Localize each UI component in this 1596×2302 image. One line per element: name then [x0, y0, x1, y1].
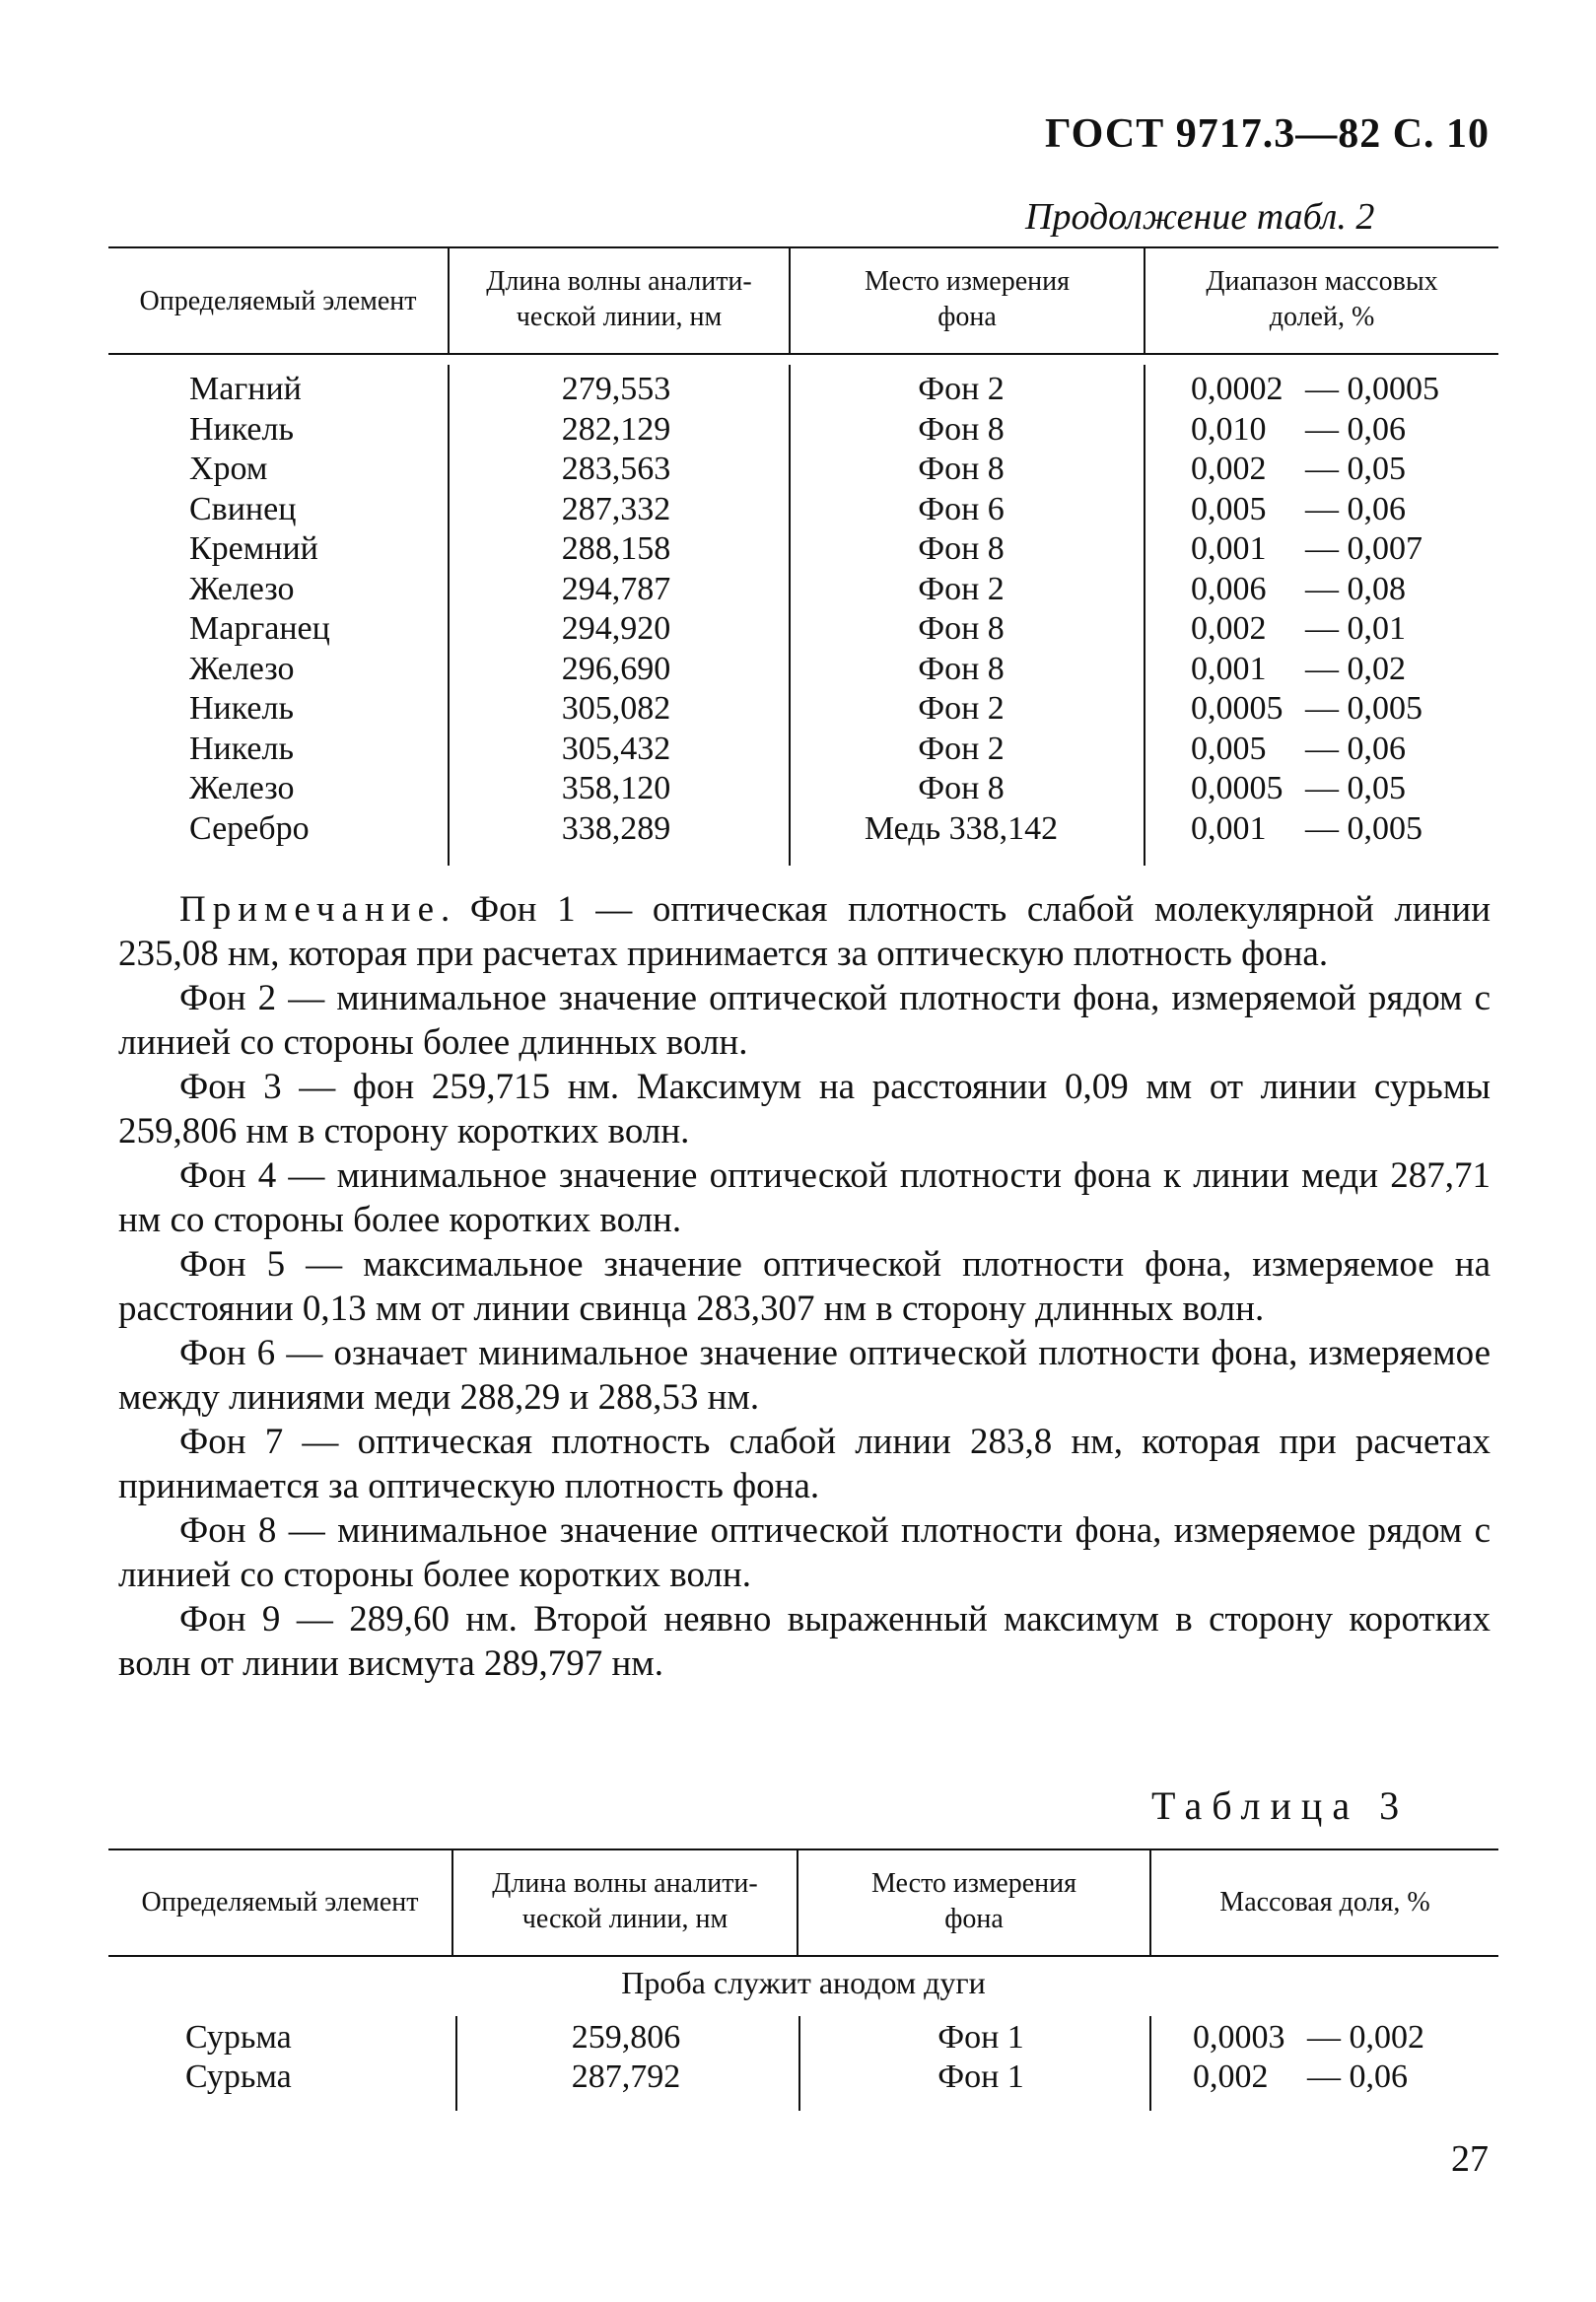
cell-range-from: 0,005 — [1191, 490, 1267, 527]
cell-element: Никель — [189, 730, 294, 767]
cell-range — [1193, 2019, 1424, 2057]
cell-element: Серебро — [189, 809, 310, 847]
document-header: ГОСТ 9717.3—82 С. 10 — [1045, 111, 1491, 157]
cell-wavelength: 296,690 — [561, 650, 671, 687]
cell-wavelength: 287,792 — [571, 2058, 681, 2095]
cell-range — [1191, 411, 1406, 449]
note-paragraph: Фон 8 — минимальное значение оптической плотности фона, измеряемое рядом с линией со стороны более коротких волн. — [118, 1510, 1491, 1595]
cell-range-to: — 0,005 — [1305, 809, 1423, 847]
table3-top-rule — [108, 1849, 1498, 1850]
cell-wavelength: 305,432 — [561, 730, 671, 767]
cell-range — [1191, 810, 1423, 848]
table-row — [108, 411, 1498, 451]
table2-header-background: Место измерения фона — [864, 266, 1071, 332]
cell-background: Фон 2 — [918, 730, 1005, 767]
table-row — [108, 651, 1498, 690]
cell-range — [1191, 770, 1406, 807]
table-row — [108, 770, 1498, 809]
table-row — [108, 731, 1498, 770]
cell-range-from: 0,002 — [1193, 2058, 1269, 2095]
cell-background: Фон 8 — [918, 650, 1005, 687]
table-row — [108, 810, 1498, 850]
table-row — [108, 690, 1498, 730]
cell-range-to: — 0,002 — [1307, 2019, 1424, 2056]
cell-wavelength: 338,289 — [561, 809, 671, 847]
table2-header-range: Диапазон массовых долей, % — [1206, 266, 1438, 332]
note-paragraph: Фон 2 — минимальное значение оптической плотности фона, измеряемой рядом с линией со стороны более длинных волн. — [118, 978, 1491, 1063]
table2-header-rule — [108, 353, 1498, 355]
cell-background: Фон 8 — [918, 451, 1005, 487]
table-row — [108, 371, 1498, 410]
cell-range — [1191, 610, 1406, 648]
table-row — [108, 530, 1498, 570]
table3-title: Таблица 3 — [1151, 1783, 1410, 1828]
cell-background: Фон 2 — [918, 690, 1005, 727]
cell-background: Фон 8 — [918, 410, 1005, 448]
cell-element: Сурьма — [185, 2019, 292, 2056]
cell-element: Свинец — [189, 490, 297, 527]
table-row — [108, 451, 1498, 490]
cell-wavelength: 259,806 — [571, 2019, 681, 2056]
notes-section — [118, 887, 1491, 1686]
cell-element: Сурьма — [185, 2058, 292, 2095]
cell-range-from: 0,002 — [1191, 610, 1267, 647]
table2-top-rule — [108, 246, 1498, 248]
cell-range-from: 0,001 — [1191, 650, 1267, 687]
cell-range-to: — 0,005 — [1305, 690, 1423, 727]
cell-range-to: — 0,06 — [1305, 410, 1406, 448]
table2-header-element: Определяемый элемент — [139, 286, 417, 316]
table-row — [108, 491, 1498, 530]
note-first-text: . Фон 1 — оптическая плотность слабой молекулярной линии 235,08 нм, которая при расчетах принимается за оптическую плотность фона. — [118, 889, 1491, 974]
table-row — [108, 571, 1498, 610]
cell-wavelength: 294,920 — [561, 610, 671, 647]
cell-range-from: 0,0005 — [1191, 690, 1284, 727]
cell-background: Медь 338,142 — [864, 809, 1059, 847]
note-label: Примечание — [179, 889, 441, 930]
cell-wavelength: 358,120 — [561, 770, 671, 806]
cell-range — [1191, 530, 1423, 568]
table-row — [108, 610, 1498, 650]
cell-range-to: — 0,05 — [1305, 770, 1406, 806]
cell-range — [1191, 571, 1406, 608]
cell-range-to: — 0,01 — [1305, 610, 1406, 647]
cell-range — [1191, 690, 1423, 728]
table3-header-wavelength: Длина волны аналити- ческой линии, нм — [492, 1868, 758, 1934]
note-paragraph: Фон 9 — 289,60 нм. Второй неявно выраженный максимум в сторону коротких волн от линии висмута 289,797 нм. — [118, 1599, 1491, 1684]
cell-element: Кремний — [189, 530, 318, 567]
cell-background: Фон 8 — [918, 530, 1005, 567]
table3-subheading: Проба служит анодом дуги — [621, 1965, 986, 2000]
cell-range-from: 0,005 — [1191, 730, 1267, 767]
cell-range-from: 0,0005 — [1191, 770, 1284, 806]
cell-background: Фон 1 — [937, 2019, 1024, 2056]
table2-header-wavelength: Длина волны аналити- ческой линии, нм — [486, 266, 752, 332]
cell-range — [1191, 451, 1406, 488]
cell-element: Магний — [189, 371, 302, 407]
table3-header-background: Место измерения фона — [870, 1868, 1077, 1934]
table3-header-element: Определяемый элемент — [141, 1887, 419, 1918]
cell-range — [1191, 651, 1406, 688]
note-paragraph: Фон 4 — минимальное значение оптической плотности фона к линии меди 287,71 нм со стороны более коротких волн. — [118, 1155, 1491, 1240]
cell-range-from: 0,0002 — [1191, 371, 1284, 407]
cell-range-to: — 0,05 — [1305, 451, 1406, 487]
page-number: 27 — [1451, 2138, 1489, 2180]
cell-element: Железо — [189, 650, 295, 687]
cell-range-from: 0,0003 — [1193, 2019, 1285, 2056]
cell-range — [1191, 371, 1439, 408]
cell-range-to: — 0,007 — [1305, 530, 1423, 567]
cell-range-to: — 0,08 — [1305, 570, 1406, 607]
table3-header-rule — [108, 1955, 1498, 1957]
table-row — [108, 2019, 1498, 2058]
table-row — [108, 2058, 1498, 2098]
cell-element: Никель — [189, 410, 294, 448]
note-paragraph: Фон 7 — оптическая плотность слабой линии 283,8 нм, которая при расчетах принимается за оптическую плотность фона. — [118, 1422, 1491, 1506]
cell-wavelength: 288,158 — [561, 530, 671, 567]
cell-background: Фон 2 — [918, 371, 1005, 407]
cell-element: Железо — [189, 570, 295, 607]
table3-header-fraction: Массовая доля, % — [1219, 1887, 1430, 1918]
cell-range — [1191, 491, 1406, 528]
cell-range-to: — 0,06 — [1307, 2058, 1408, 2095]
cell-range-to: — 0,06 — [1305, 490, 1406, 527]
cell-background: Фон 8 — [918, 770, 1005, 806]
cell-range-from: 0,010 — [1191, 410, 1267, 448]
cell-background: Фон 2 — [918, 570, 1005, 607]
cell-range-to: — 0,06 — [1305, 730, 1406, 767]
cell-background: Фон 6 — [918, 490, 1005, 527]
cell-wavelength: 282,129 — [561, 410, 671, 448]
cell-range-to: — 0,0005 — [1305, 371, 1439, 407]
cell-background: Фон 1 — [937, 2058, 1024, 2095]
note-paragraph: Фон 6 — означает минимальное значение оптической плотности фона, измеряемое между линиями меди 288,29 и 288,53 нм. — [118, 1333, 1491, 1418]
cell-wavelength: 287,332 — [561, 490, 671, 527]
cell-wavelength: 279,553 — [561, 371, 671, 407]
cell-range — [1191, 731, 1406, 768]
cell-element: Хром — [189, 451, 268, 487]
cell-range-from: 0,001 — [1191, 809, 1267, 847]
note-paragraph: Фон 3 — фон 259,715 нм. Максимум на расстоянии 0,09 мм от линии сурьмы 259,806 нм в сторону коротких волн. — [118, 1067, 1491, 1151]
cell-wavelength: 294,787 — [561, 570, 671, 607]
cell-range-from: 0,006 — [1191, 570, 1267, 607]
table-continuation-label: Продолжение табл. 2 — [1025, 196, 1375, 238]
cell-background: Фон 8 — [918, 610, 1005, 647]
cell-element: Никель — [189, 690, 294, 727]
cell-element: Железо — [189, 770, 295, 806]
note-paragraph: Фон 5 — максимальное значение оптической плотности фона, измеряемое на расстоянии 0,13 мм от линии свинца 283,307 нм в сторону длинных волн. — [118, 1244, 1491, 1329]
cell-range-to: — 0,02 — [1305, 650, 1406, 687]
note-first — [118, 887, 1491, 976]
cell-range-from: 0,001 — [1191, 530, 1267, 567]
cell-range — [1193, 2058, 1408, 2096]
cell-range-from: 0,002 — [1191, 451, 1267, 487]
cell-element: Марганец — [189, 610, 330, 647]
cell-wavelength: 283,563 — [561, 451, 671, 487]
cell-wavelength: 305,082 — [561, 690, 671, 727]
